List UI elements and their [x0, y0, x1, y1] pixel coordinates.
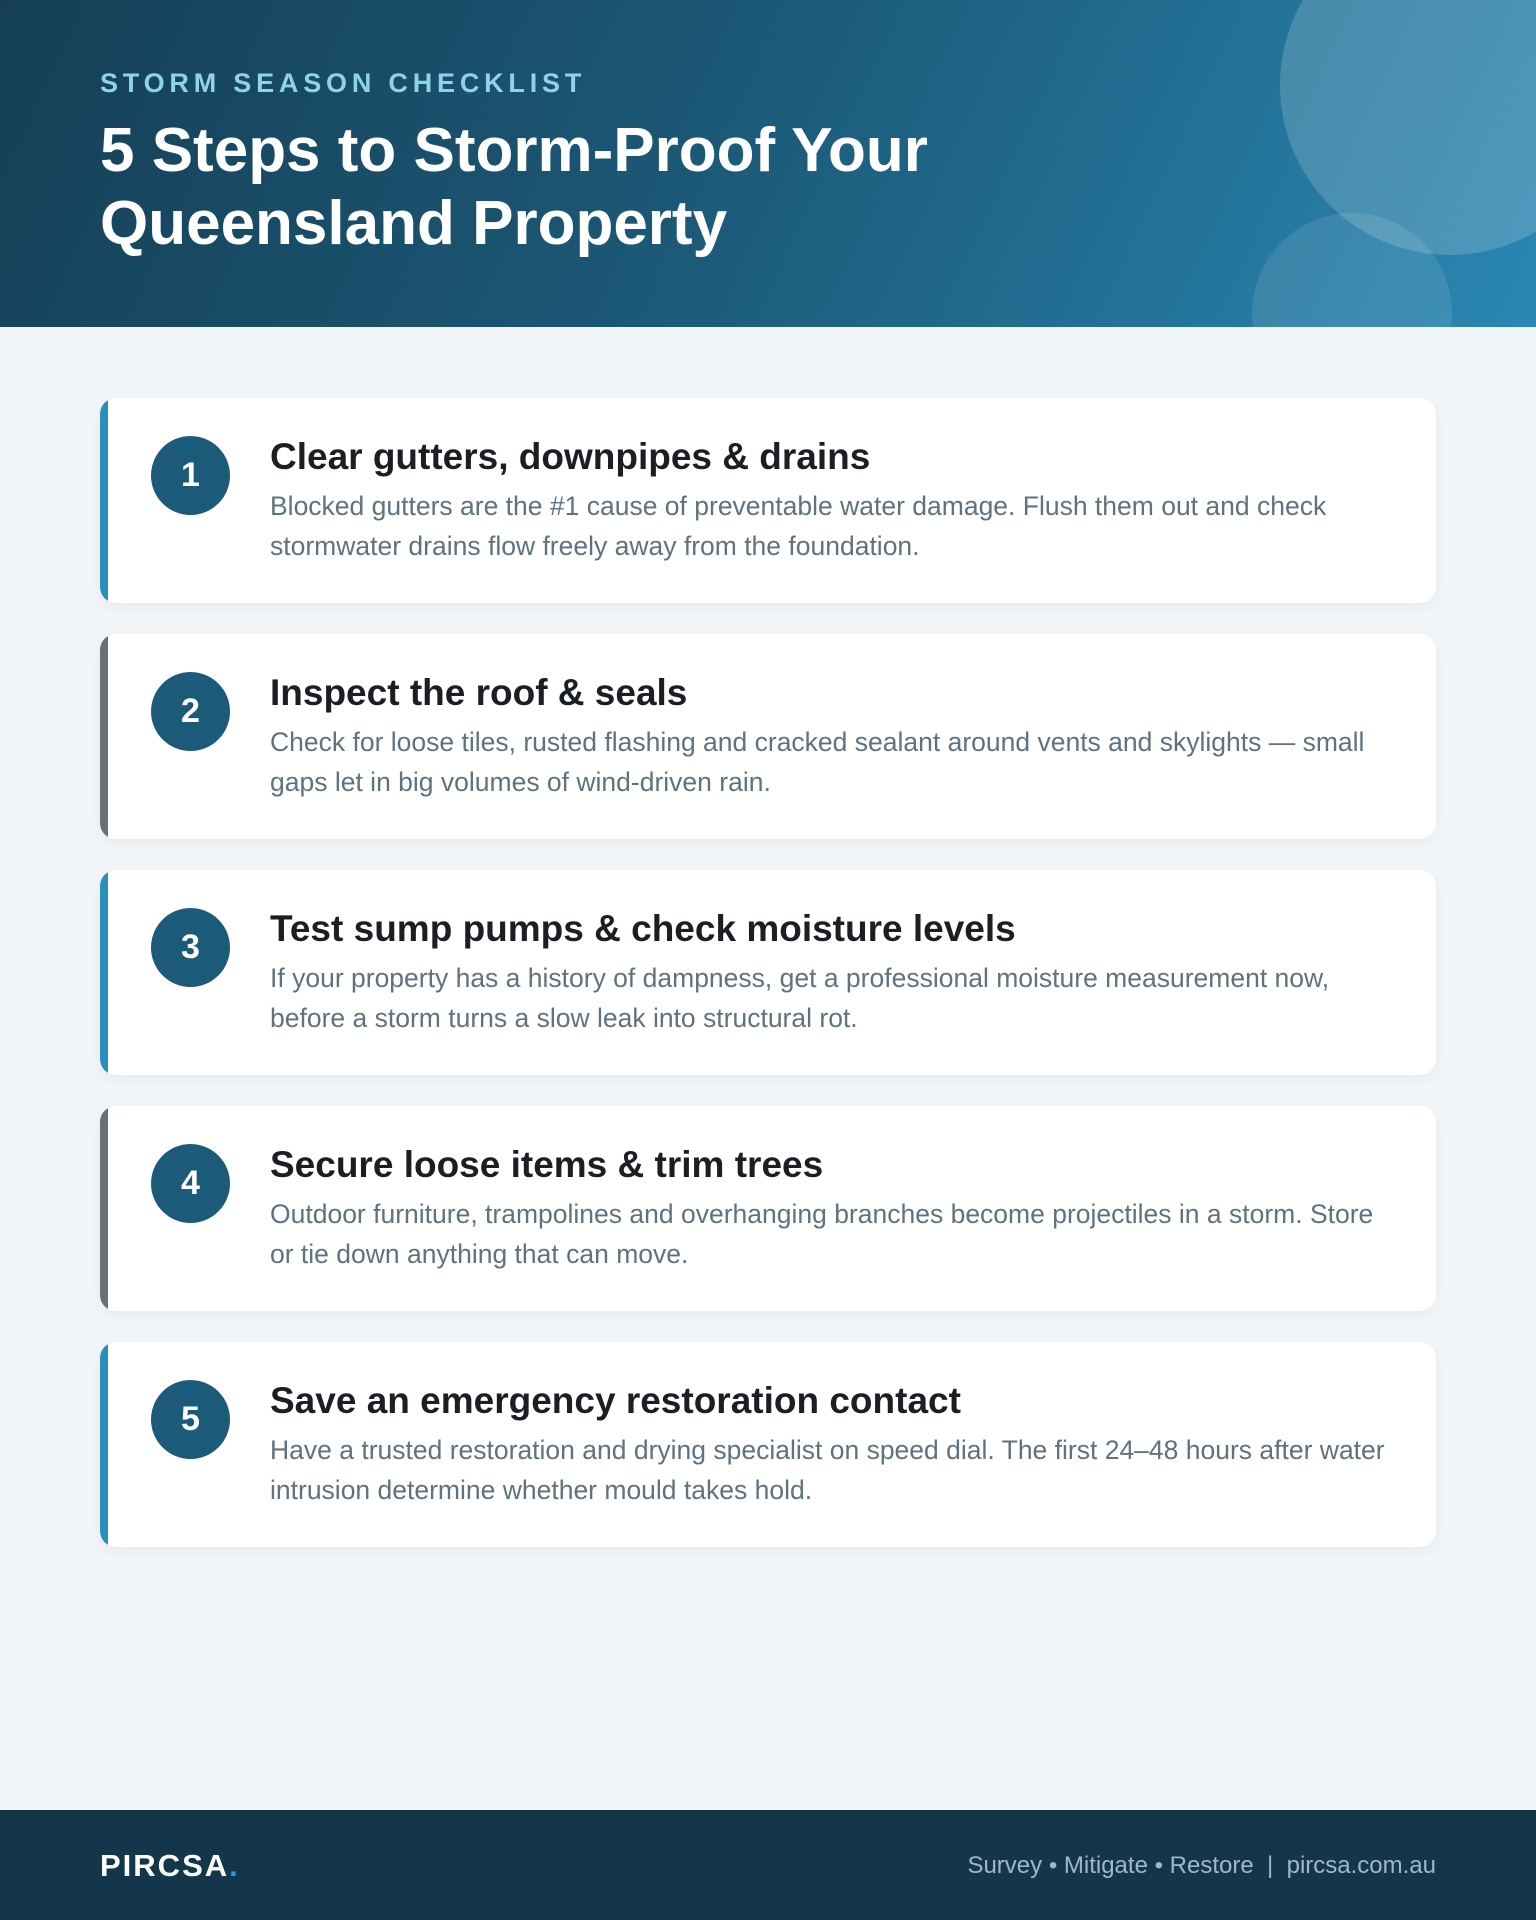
eyebrow-label: STORM SEASON CHECKLIST: [100, 68, 587, 98]
step-title: Test sump pumps & check moisture levels: [270, 908, 1016, 949]
checklist: [100, 398, 1436, 1578]
step-card: [100, 634, 1436, 839]
step-number-badge: 4: [151, 1144, 230, 1223]
footer-tagline: Survey • Mitigate • Restore | pircsa.com.au: [967, 1852, 1436, 1879]
card-accent-bar: [100, 1106, 108, 1311]
step-description: Have a trusted restoration and drying specialist on speed dial. The first 24–48 hours after water intrusion determine whether mould takes hold.: [270, 1435, 1385, 1505]
step-number-badge: 3: [151, 908, 230, 987]
step-number-badge: 1: [151, 436, 230, 515]
card-accent-bar: [100, 870, 108, 1075]
brand-name: PIRCSA: [100, 1848, 230, 1883]
step-card: [100, 398, 1436, 603]
brand-logo: [100, 1848, 240, 1884]
page-title: 5 Steps to Storm-Proof Your Queensland Property: [100, 116, 928, 258]
step-description: If your property has a history of dampness, get a professional moisture measurement now, before a storm turns a slow leak into structural rot.: [270, 963, 1330, 1033]
step-description: Blocked gutters are the #1 cause of preventable water damage. Flush them out and check stormwater drains flow freely away from the foundation.: [270, 491, 1327, 561]
step-title: Save an emergency restoration contact: [270, 1380, 961, 1421]
step-card: [100, 870, 1436, 1075]
step-description: Outdoor furniture, trampolines and overhanging branches become projectiles in a storm. Store or tie down anything that can move.: [270, 1199, 1374, 1269]
step-number-badge: 2: [151, 672, 230, 751]
step-card: [100, 1106, 1436, 1311]
step-number-badge: 5: [151, 1380, 230, 1459]
footer: [0, 1810, 1536, 1920]
card-accent-bar: [100, 398, 108, 603]
step-title: Secure loose items & trim trees: [270, 1144, 824, 1185]
card-accent-bar: [100, 1342, 108, 1547]
step-description: Check for loose tiles, rusted flashing and cracked sealant around vents and skylights — small gaps let in big volumes of wind-driven rain.: [270, 727, 1365, 797]
step-title: Inspect the roof & seals: [270, 672, 688, 713]
card-accent-bar: [100, 634, 108, 839]
header-banner: [0, 0, 1536, 327]
brand-dot: .: [229, 1848, 240, 1883]
step-title: Clear gutters, downpipes & drains: [270, 436, 871, 477]
decorative-circle: [1280, 0, 1536, 255]
step-card: [100, 1342, 1436, 1547]
